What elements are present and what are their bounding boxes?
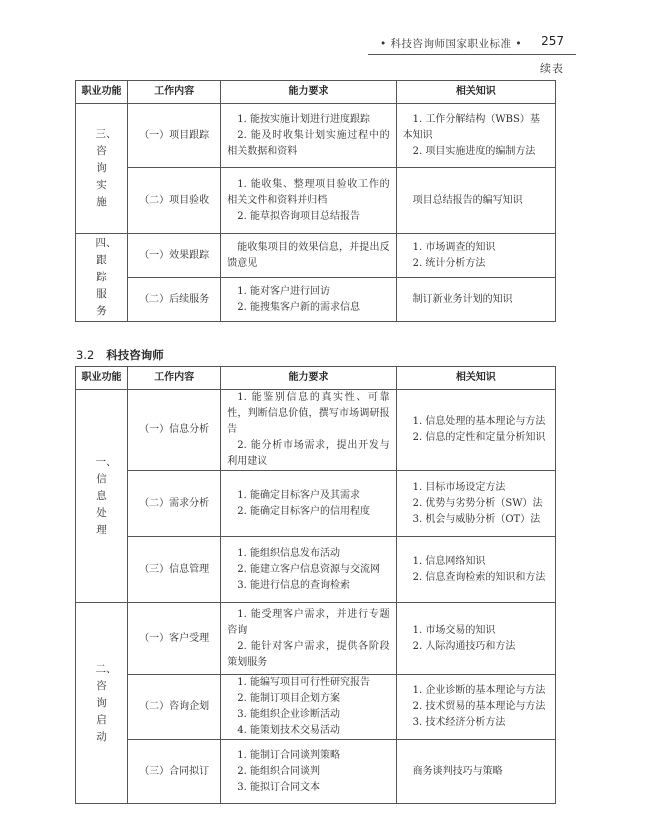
work-content-cell: （一）项目跟踪	[128, 104, 221, 168]
knowledge-item: 1. 企业诊断的基本理论与方法	[412, 685, 546, 696]
ability-item: 4. 能策划技术交易活动	[237, 725, 341, 736]
ability-cell	[221, 234, 396, 278]
ability-item: 3. 能进行信息的查询检索	[237, 579, 351, 591]
table-header-row	[76, 367, 556, 390]
knowledge-cell	[396, 675, 555, 740]
ability-cell	[221, 278, 396, 322]
work-content-cell: （二）项目验收	[128, 168, 221, 234]
section-title-text: 科技咨询师	[106, 348, 164, 362]
ability-cell	[221, 537, 396, 603]
knowledge-item: 2. 信息查询检索的知识和方法	[412, 571, 546, 583]
ability-item: 1. 能编写项目可行性研究报告	[237, 677, 371, 688]
knowledge-item: 1. 目标市场设定方法	[412, 481, 506, 493]
table-row	[76, 104, 556, 168]
ability-item: 1. 能按实施计划进行进度跟踪	[237, 113, 371, 125]
ability-item: 2. 能针对客户需求，提供各阶段策划服务	[227, 640, 390, 668]
ability-item: 1. 能收集、整理项目验收工作的相关文件和资料并归档	[227, 178, 390, 206]
table-row	[76, 471, 556, 537]
ability-item: 1. 能受理客户需求，并进行专题咨询	[227, 608, 390, 636]
knowledge-item: 项目总结报告的编写知识	[412, 194, 523, 206]
knowledge-item: 2. 信息的定性和定量分析知识	[412, 432, 546, 443]
table-row	[76, 390, 556, 471]
ability-item: 1. 能制订合同谈判策略	[237, 749, 341, 761]
ability-item: 2. 能组织合同谈判	[237, 765, 321, 777]
knowledge-item: 1. 信息处理的基本理论与方法	[412, 416, 546, 427]
ability-cell	[221, 603, 396, 675]
ability-item: 2. 能搜集客户新的需求信息	[237, 301, 361, 313]
ability-cell	[221, 168, 396, 234]
table-row	[76, 603, 556, 675]
knowledge-item: 3. 技术经济分析方法	[412, 717, 506, 728]
function-label: 二、咨询启动	[95, 662, 117, 743]
col-header-ability: 能力要求	[221, 81, 396, 104]
ability-item: 2. 能确定目标客户的信用程度	[237, 505, 371, 517]
continued-label: 续表	[540, 62, 564, 75]
ability-cell	[221, 471, 396, 537]
ability-item: 能收集项目的效果信息，并提出反馈意见	[227, 241, 390, 269]
ability-item: 3. 能组织企业诊断活动	[237, 709, 341, 720]
ability-item: 2. 能建立客户信息资源与交流网	[237, 563, 381, 575]
knowledge-item: 1. 市场交易的知识	[412, 624, 496, 636]
function-label: 三、咨询实施	[95, 128, 117, 208]
knowledge-item: 1. 市场调查的知识	[412, 241, 496, 253]
knowledge-item: 2. 统计分析方法	[412, 257, 486, 269]
knowledge-cell	[396, 234, 555, 278]
knowledge-item: 制订新业务计划的知识	[412, 293, 513, 305]
function-label: 一、信息处理	[95, 455, 117, 536]
ability-item: 1. 能对客户进行回访	[237, 285, 331, 297]
col-header-function: 职业功能	[76, 367, 128, 390]
knowledge-cell	[396, 603, 555, 675]
table-header-row	[76, 81, 556, 104]
knowledge-item: 商务谈判技巧与策略	[412, 765, 503, 777]
ability-item: 1. 能鉴别信息的真实性、可靠性，判断信息价值，撰写市场调研报告	[227, 392, 390, 435]
standards-table-consultant	[75, 366, 556, 804]
function-cell	[76, 390, 128, 603]
function-cell	[76, 234, 128, 322]
col-header-knowledge: 相关知识	[396, 367, 555, 390]
col-header-ability: 能力要求	[221, 367, 396, 390]
section-number: 3.2	[76, 348, 95, 362]
knowledge-cell	[396, 471, 555, 537]
work-content-cell: （三）合同拟订	[128, 740, 221, 804]
knowledge-cell	[396, 278, 555, 322]
ability-item: 3. 能拟订合同文本	[237, 781, 321, 793]
table-row	[76, 234, 556, 278]
section-heading	[76, 347, 164, 363]
work-content-cell: （一）效果跟踪	[128, 234, 221, 278]
knowledge-cell	[396, 537, 555, 603]
work-content-cell: （三）信息管理	[128, 537, 221, 603]
ability-cell	[221, 675, 396, 740]
ability-cell	[221, 740, 396, 804]
running-header	[368, 34, 576, 55]
function-cell	[76, 603, 128, 804]
work-content-cell: （二）后续服务	[128, 278, 221, 322]
table-row	[76, 278, 556, 322]
table-row	[76, 537, 556, 603]
col-header-work: 工作内容	[128, 367, 221, 390]
work-content-cell: （一）信息分析	[128, 390, 221, 471]
standards-table-continued	[75, 80, 556, 322]
ability-cell	[221, 104, 396, 168]
ability-item: 2. 能分析市场需求，提出开发与利用建议	[227, 440, 390, 467]
knowledge-cell	[396, 104, 555, 168]
ability-item: 1. 能确定目标客户及其需求	[237, 489, 361, 501]
knowledge-item: 2. 人际沟通技巧和方法	[412, 640, 516, 652]
page-number: 257	[541, 34, 564, 48]
col-header-work: 工作内容	[128, 81, 221, 104]
table-row	[76, 740, 556, 804]
knowledge-cell	[396, 168, 555, 234]
knowledge-item: 1. 工作分解结构（WBS）基本知识	[402, 113, 540, 141]
ability-item: 1. 能组织信息发布活动	[237, 547, 341, 559]
work-content-cell: （二）咨询企划	[128, 675, 221, 740]
running-title: • 科技咨询师国家职业标准 •	[380, 38, 523, 50]
knowledge-item: 2. 技术贸易的基本理论与方法	[412, 701, 546, 712]
knowledge-item: 2. 项目实施进度的编制方法	[412, 145, 536, 157]
ability-item: 2. 能及时收集计划实施过程中的相关数据和资料	[227, 129, 390, 157]
table-row	[76, 675, 556, 740]
col-header-function: 职业功能	[76, 81, 128, 104]
ability-item: 2. 能草拟咨询项目总结报告	[237, 210, 361, 222]
knowledge-item: 2. 优势与劣势分析（SW）法	[412, 497, 543, 509]
function-label: 四、跟踪服务	[95, 237, 117, 317]
knowledge-item: 3. 机会与威胁分析（OT）法	[412, 513, 541, 525]
work-content-cell: （二）需求分析	[128, 471, 221, 537]
function-cell	[76, 104, 128, 234]
knowledge-cell	[396, 740, 555, 804]
ability-item: 2. 能制订项目企划方案	[237, 693, 341, 704]
ability-cell	[221, 390, 396, 471]
knowledge-cell	[396, 390, 555, 471]
work-content-cell: （一）客户受理	[128, 603, 221, 675]
table-row	[76, 168, 556, 234]
col-header-knowledge: 相关知识	[396, 81, 555, 104]
knowledge-item: 1. 信息网络知识	[412, 555, 486, 567]
